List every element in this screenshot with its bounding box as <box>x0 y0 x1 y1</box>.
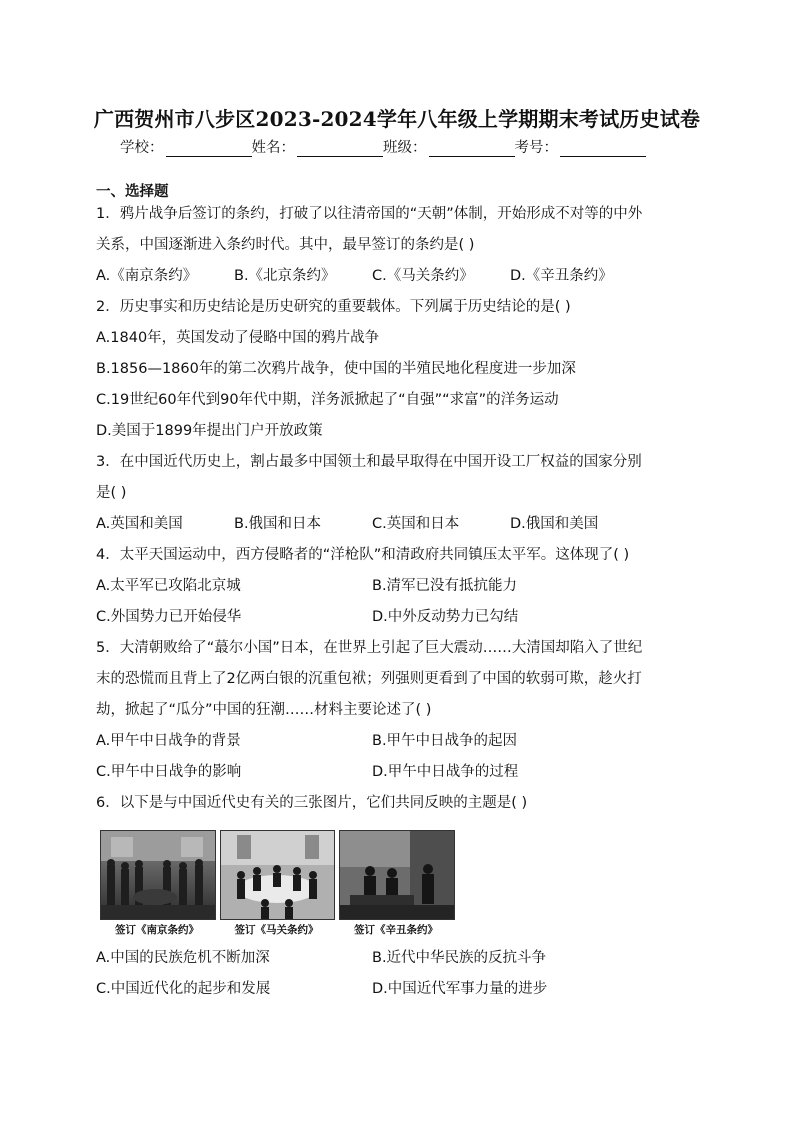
question-3-line-1: 3．在中国近代历史上，割占最多中国领土和最早取得在中国开设工厂权益的国家分别 <box>96 454 642 470</box>
name-field: 姓名： <box>252 136 384 157</box>
question-1-option-a[interactable]: A.《南京条约》 <box>96 268 198 284</box>
question-2-option-c[interactable]: C.19世纪60年代到90年代中期，洋务派掀起了“自强”“求富”的洋务运动 <box>96 392 559 408</box>
section-heading: 一、选择题 <box>96 184 169 200</box>
name-blank[interactable] <box>297 141 383 157</box>
question-5-line-2: 末的恐慌而且背上了2亿两白银的沉重包袱；列强则更看到了中国的软弱可欺，趁火打 <box>96 671 642 687</box>
question-4-option-c[interactable]: C.外国势力已开始侵华 <box>96 609 242 625</box>
question-6-line-1: 6．以下是与中国近代史有关的三张图片，它们共同反映的主题是( ) <box>96 795 528 811</box>
question-1-line-2: 关系，中国逐渐进入条约时代。其中，最早签订的条约是( ) <box>96 237 475 253</box>
question-3-line-2: 是( ) <box>96 485 127 501</box>
question-4-option-b[interactable]: B.清军已没有抵抗能力 <box>372 578 518 594</box>
question-5-option-d[interactable]: D.甲午中日战争的过程 <box>372 764 519 780</box>
shimonoseki-treaty-caption: 签订《马关条约》 <box>234 924 319 936</box>
nanjing-treaty-photo <box>100 830 216 920</box>
question-4-option-a[interactable]: A.太平军已攻陷北京城 <box>96 578 241 594</box>
class-blank[interactable] <box>429 141 515 157</box>
question-3-option-b[interactable]: B.俄国和日本 <box>234 516 322 532</box>
question-3-option-d[interactable]: D.俄国和美国 <box>510 516 599 532</box>
question-3-option-a[interactable]: A.英国和美国 <box>96 516 183 532</box>
boxer-protocol-photo <box>339 830 455 920</box>
question-6-option-c[interactable]: C.中国近代化的起步和发展 <box>96 981 271 997</box>
question-2-option-b[interactable]: B.1856—1860年的第二次鸦片战争，使中国的半殖民地化程度进一步加深 <box>96 361 576 377</box>
question-5-line-1: 5．大清朝败给了“蕞尔小国”日本，在世界上引起了巨大震动……大清国却陷入了世纪 <box>96 640 643 656</box>
school-blank[interactable] <box>166 141 252 157</box>
question-2-option-a[interactable]: A.1840年，英国发动了侵略中国的鸦片战争 <box>96 330 380 346</box>
question-4-option-d[interactable]: D.中外反动势力已勾结 <box>372 609 519 625</box>
question-5-option-b[interactable]: B.甲午中日战争的起因 <box>372 733 518 749</box>
exam-number-blank[interactable] <box>560 141 646 157</box>
student-info-row <box>120 136 680 157</box>
question-2-option-d[interactable]: D.美国于1899年提出门户开放政策 <box>96 423 323 439</box>
question-6-option-a[interactable]: A.中国的民族危机不断加深 <box>96 950 270 966</box>
boxer-protocol-caption: 签订《辛丑条约》 <box>354 924 438 936</box>
shimonoseki-treaty-photo <box>220 830 335 920</box>
question-2-line-1: 2．历史事实和历史结论是历史研究的重要载体。下列属于历史结论的是( ) <box>96 299 571 315</box>
exam-title: 广西贺州市八步区2023-2024学年八年级上学期期末考试历史试卷 <box>93 107 701 131</box>
question-1-line-1: 1．鸦片战争后签订的条约，打破了以往清帝国的“天朝”体制，开始形成不对等的中外 <box>96 206 643 222</box>
question-6-option-d[interactable]: D.中国近代军事力量的进步 <box>372 981 548 997</box>
question-5-line-3: 劫，掀起了“瓜分”中国的狂潮……材料主要论述了( ) <box>96 702 432 718</box>
question-5-option-a[interactable]: A.甲午中日战争的背景 <box>96 733 241 749</box>
question-1-option-d[interactable]: D.《辛丑条约》 <box>510 268 613 284</box>
nanjing-treaty-caption: 签订《南京条约》 <box>115 924 199 936</box>
question-4-line-1: 4．太平天国运动中，西方侵略者的“洋枪队”和清政府共同镇压太平军。这体现了( ) <box>96 547 630 563</box>
school-field: 学校： <box>120 136 252 157</box>
exam-number-field: 考号： <box>515 136 647 157</box>
question-5-option-c[interactable]: C.甲午中日战争的影响 <box>96 764 242 780</box>
class-field: 班级： <box>383 136 515 157</box>
question-1-option-c[interactable]: C.《马关条约》 <box>372 268 474 284</box>
question-1-option-b[interactable]: B.《北京条约》 <box>234 268 336 284</box>
question-6-option-b[interactable]: B.近代中华民族的反抗斗争 <box>372 950 547 966</box>
question-3-option-c[interactable]: C.英国和日本 <box>372 516 460 532</box>
